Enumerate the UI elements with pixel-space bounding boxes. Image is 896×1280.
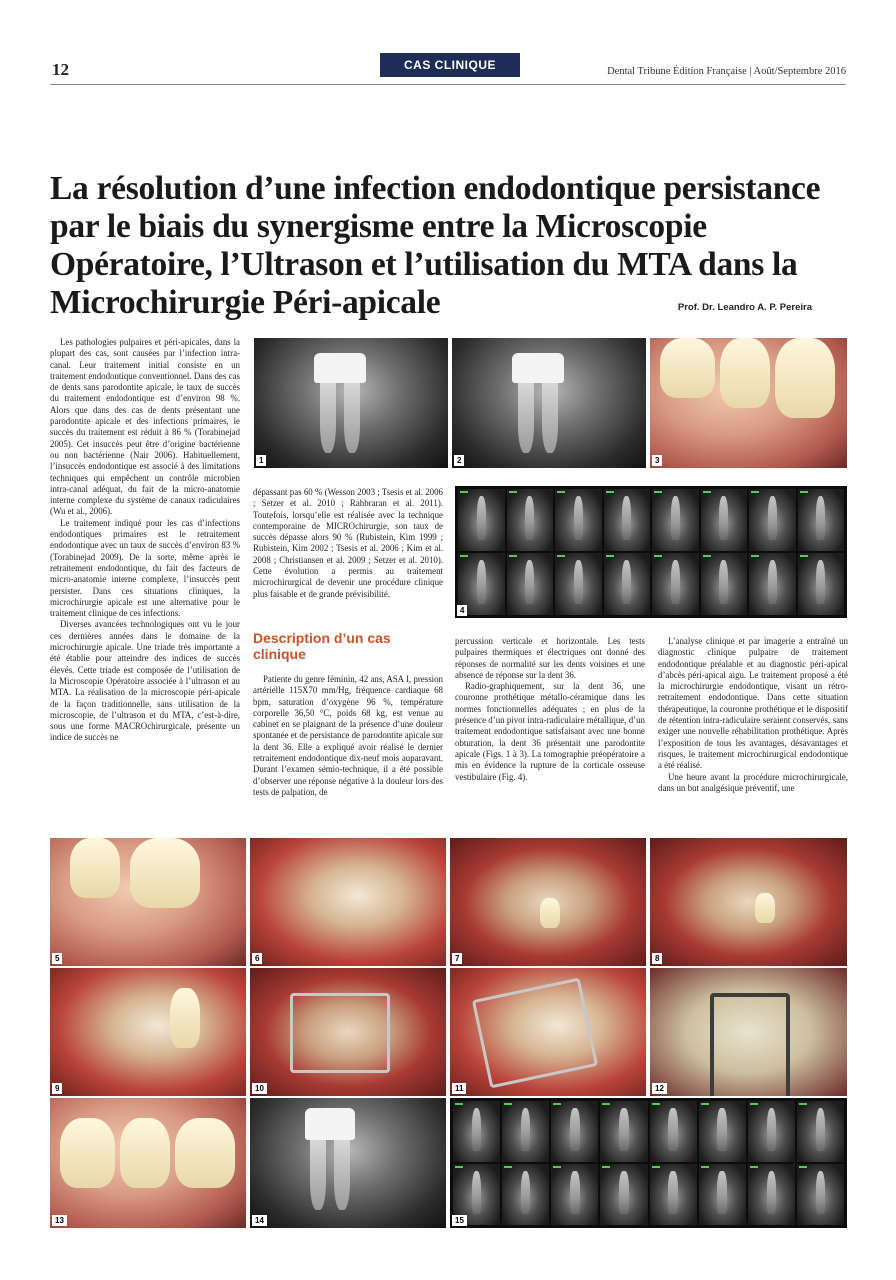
paragraph: Une heure avant la procédure microchirurgicale, dans un but analgésique préventif, une: [658, 771, 848, 793]
article-author: Prof. Dr. Leandro A. P. Pereira: [677, 302, 812, 313]
figure-label: 5: [52, 953, 62, 964]
paragraph: L’analyse clinique et par imagerie a entraîné un diagnostic clinique pulpaire de traitement endodontique préalable et au diagnostic péri-apical d’abcès péri-apical aigu. Le traitement proposé a été la microchirurgie endodontique, visant un rétro-retraitement endodontique. Dans cette situation thérapeutique, la couronne prothétique et le dispositif de rétention intra-radiculaire seraient conservés, sans exiger une nouvelle réhabilitation prothétique. Après l’exposition de tous les avantages, désavantages et risques, le traitement microchirurgical endodontique a été réalisé.: [658, 636, 848, 771]
paragraph: Les pathologies pulpaires et péri-apicales, dans la plupart des cas, sont causées par l’infection intra-canal. Leur traitement initial consiste en un traitement endodontique conventionnel. Dans des cas de dents sans parodontite apicale, le taux de succès du traitement endodontique est d’environ 98 %. Alors que dans des cas de dents présentant une parodontite apicale et des infections primaires, le succès du traitement est réduit à 86 % (Torabinejad 2005). Cet insuccès peut être d’origine bactérienne ou non bactérienne (Nair 2006). Habituellement, l’insuccès endodontique est associé à des limitations techniques qui empêchent un contrôle microbien intra-canal adéquat, du fait de la micro-anatomie interne complexe du système de canaux radiculaires (Wu et al., 2006).: [50, 337, 240, 517]
figure-5-photo: [50, 838, 246, 966]
figure-14-xray: [250, 1098, 446, 1228]
paragraph: Patiente du genre féminin, 42 ans, ASA I, pression artérielle 115X70 mm/Hg, fréquence cardiaque 68 bpm, saturation d’oxygène 96 %, température corporelle 36,50 °C, poids 68 kg, est venue au cabinet en se plaignant de la présence d’une douleur spontanée et de persistance de parodontite apicale sur la dent 36. Elle a expliqué avoir réalisé le dernier retraitement endodontique dix-neuf mois auparavant. Durant l’examen sémio-technique, il a été possible d’observer une réponse négative à la douleur lors des tests de palpation, de: [253, 674, 443, 797]
figure-label: 12: [652, 1083, 667, 1094]
figure-label: 15: [452, 1215, 467, 1226]
figure-2-xray: [452, 338, 646, 468]
figure-10-photo: [250, 968, 446, 1096]
section-banner: CAS CLINIQUE: [380, 53, 520, 77]
figure-label: 7: [452, 953, 462, 964]
figure-label: 3: [652, 455, 662, 466]
figure-6-photo: [250, 838, 446, 966]
figure-label: 1: [256, 455, 266, 466]
publication-info: Dental Tribune Édition Française | Août/Septembre 2016: [607, 66, 846, 77]
figure-label: 9: [52, 1083, 62, 1094]
paragraph: percussion verticale et horizontale. Les tests pulpaires thermiques et électriques ont donné des réponses de normalité sur les dents voisines et une absence de réponse sur la dent 36.: [455, 636, 645, 680]
paragraph: Diverses avancées technologiques ont vu le jour ces dernières années dans le domaine de la microchirurgie apicale. Une triade très importante a été établie pour atteindre des indices de succès élevés. Cette triade est composée de l’utilisation de la Microscopie Opératoire associée à l’ultrason et au MTA. La réalisation de la microscopie péri-apicale de la façon traditionnelle, sans utilisation de la microscopie, de l’ultrason et du MTA, c’est-à-dire, sous une forme MACROchirurgicale, présente un indice de succès ne: [50, 619, 240, 743]
figure-12-photo: [650, 968, 847, 1096]
figure-3-photo: [650, 338, 847, 468]
text-column-2b: [253, 674, 443, 798]
text-column-1: [50, 337, 240, 744]
figure-label: 10: [252, 1083, 267, 1094]
header-divider: [50, 84, 846, 85]
figure-9-photo: [50, 968, 246, 1096]
figure-label: 8: [652, 953, 662, 964]
figure-15-tomography: [450, 1098, 847, 1228]
figure-7-photo: [450, 838, 646, 966]
section-heading: Description d’un cas clinique: [253, 630, 391, 662]
figure-label: 14: [252, 1215, 267, 1226]
figure-13-photo: [50, 1098, 246, 1228]
text-column-2: [253, 487, 443, 600]
figure-4-tomography: [455, 486, 847, 618]
text-column-4: [658, 636, 848, 794]
paragraph: Radio-graphiquement, sur la dent 36, une couronne prothétique métallo-céramique dans les normes fonctionnelles adéquates ; en plus de la présence d’un pivot intra-radiculaire métallique, d’un traitement endodontique satisfaisant avec une bonne obturation, la dent 36 présentait une parodontite apicale (Figs. 1 à 3). La tomographie préopératoire a mis en évidence la rupture de la corticale osseuse vestibulaire (Fig. 4).: [455, 681, 645, 782]
paragraph: Le traitement indiqué pour les cas d’infections endodontiques primaires est le retraitement endodontique avec un taux de succès d’environ 83 % (Torabinejad 2009). De la sorte, même après le retraitement endodontique, du fait des facteurs de micro-anatomie interne complexe, l’insuccès peut persister. Dans ces situations cliniques, la microchirurgie apicale est une alternative pour le traitement clinique de ces infections.: [50, 517, 240, 619]
figure-label: 11: [452, 1083, 466, 1094]
figure-label: 4: [457, 605, 467, 616]
figure-11-photo: [450, 968, 646, 1096]
text-column-3: [455, 636, 645, 783]
figure-1-xray: [254, 338, 448, 468]
article-title: La résolution d’une infection endodontique persistance par le biais du synergisme entre la Microscopie Opératoire, l’Ultrason et l’utilisation du MTA dans la Microchirurgie Péri-apicale: [50, 170, 821, 321]
figure-label: 2: [454, 455, 464, 466]
page-number: 12: [52, 60, 69, 79]
figure-8-photo: [650, 838, 847, 966]
figure-label: 6: [252, 953, 262, 964]
figure-label: 13: [52, 1215, 67, 1226]
paragraph: dépassant pas 60 % (Wesson 2003 ; Tsesis et al. 2006 ; Setzer et al. 2010 ; Rahbraran et al. 2011). Toutefois, lorsqu’elle est réalisée avec la technique contemporaine de MICROchirurgie, son taux de succès dépasse alors 90 % (Rubistein, Kim 1999 ; Rubistein, Kim 2002 ; Tsesis et al. 2006 ; Kim et al. 2008 ; Christiansen et al. 2009 ; Setzer et al. 2010). Cette évolution a permis au traitement microchirurgical de devenir une procédure clinique plus faisable et de grande prévisibilité.: [253, 487, 443, 599]
